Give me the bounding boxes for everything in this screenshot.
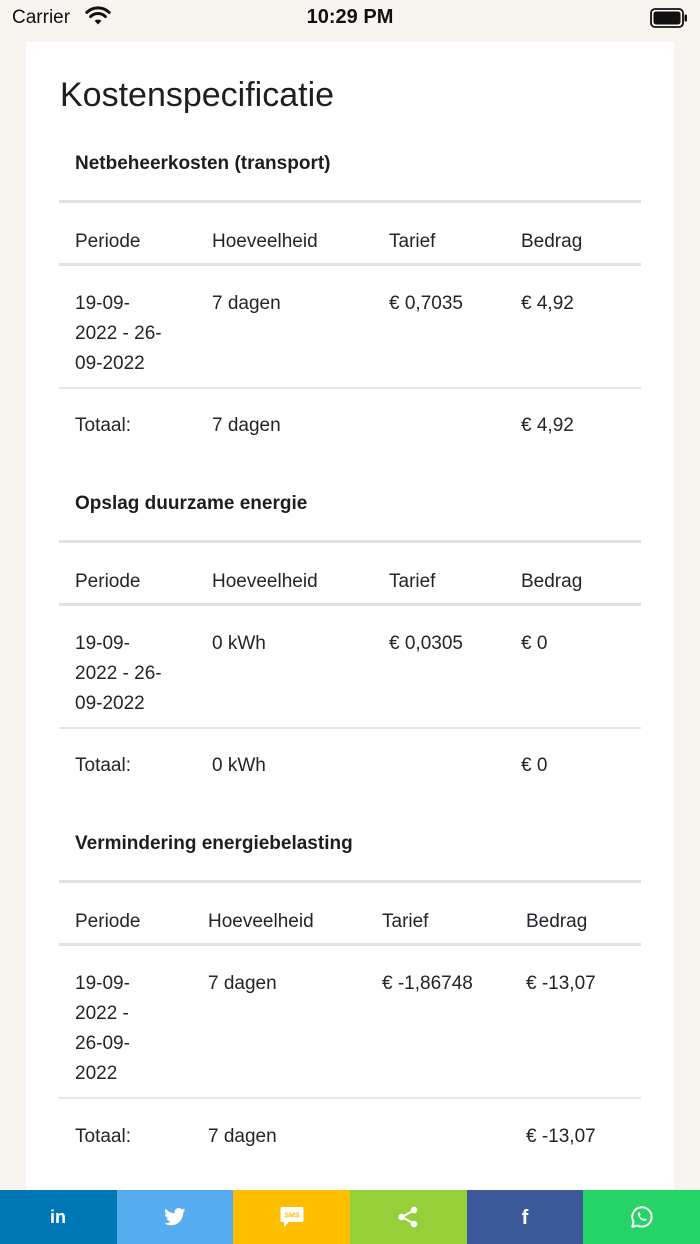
linkedin-share-button[interactable]	[0, 1190, 117, 1244]
header-periode: Periode	[75, 911, 141, 932]
row-periode-line: 09-2022	[75, 693, 145, 714]
header-tarief: Tarief	[389, 571, 436, 592]
row-hoeveelheid: 7 dagen	[208, 973, 277, 994]
table-top-rule	[59, 200, 641, 203]
carrier-label: Carrier	[12, 7, 71, 28]
linkedin-icon-label: in	[50, 1207, 67, 1227]
status-bar	[0, 0, 700, 36]
row-periode-line: 2022 -	[75, 1003, 129, 1024]
header-bedrag: Bedrag	[521, 231, 583, 252]
section-title: Netbeheerkosten (transport)	[75, 153, 331, 174]
row-periode-line: 19-09-	[75, 293, 130, 314]
header-bedrag: Bedrag	[521, 571, 583, 592]
row-periode-line: 09-2022	[75, 353, 145, 374]
whatsapp-share-button[interactable]	[583, 1190, 700, 1244]
header-rule	[59, 603, 641, 606]
generic-share-button[interactable]	[350, 1190, 467, 1244]
total-hoeveelheid: 7 dagen	[208, 1126, 277, 1147]
total-hoeveelheid: 7 dagen	[212, 415, 281, 436]
share-icon	[397, 1206, 419, 1228]
total-label: Totaal:	[75, 415, 131, 436]
row-hoeveelheid: 7 dagen	[212, 293, 281, 314]
facebook-share-button[interactable]	[467, 1190, 584, 1244]
header-periode: Periode	[75, 571, 141, 592]
row-periode-line: 2022	[75, 1063, 118, 1084]
row-periode-line: 19-09-	[75, 633, 130, 654]
header-tarief: Tarief	[389, 231, 436, 252]
page-title: Kostenspecificatie	[60, 76, 335, 114]
share-bar	[0, 1190, 700, 1244]
section-title: Vermindering energiebelasting	[75, 833, 353, 854]
row-bedrag: € 0	[521, 633, 548, 654]
sms-icon	[280, 1206, 304, 1228]
sms-icon-label: SMS	[284, 1212, 300, 1220]
row-periode-line: 2022 - 26-	[75, 663, 162, 684]
header-hoeveelheid: Hoeveelheid	[212, 571, 318, 592]
whatsapp-icon	[630, 1205, 654, 1229]
twitter-icon	[164, 1208, 186, 1226]
twitter-share-button[interactable]	[117, 1190, 234, 1244]
sms-share-button[interactable]	[233, 1190, 350, 1244]
total-bedrag: € 0	[521, 755, 548, 776]
table-top-rule	[59, 540, 641, 543]
battery-icon	[650, 8, 688, 33]
row-tarief: € 0,0305	[389, 633, 463, 654]
row-bedrag: € 4,92	[521, 293, 574, 314]
row-rule	[59, 387, 641, 389]
table-top-rule	[59, 880, 641, 883]
facebook-icon	[517, 1206, 533, 1228]
row-periode-line: 2022 - 26-	[75, 323, 162, 344]
total-bedrag: € 4,92	[521, 415, 574, 436]
total-label: Totaal:	[75, 1126, 131, 1147]
facebook-icon-label: f	[521, 1207, 529, 1228]
row-rule	[59, 1097, 641, 1099]
header-hoeveelheid: Hoeveelheid	[212, 231, 318, 252]
clock-time: 10:29 PM	[306, 6, 394, 28]
content-card	[26, 42, 674, 1190]
linkedin-icon	[47, 1207, 69, 1227]
row-tarief: € 0,7035	[389, 293, 463, 314]
header-hoeveelheid: Hoeveelheid	[208, 911, 314, 932]
header-rule	[59, 943, 641, 946]
row-periode-line: 26-09-	[75, 1033, 130, 1054]
header-tarief: Tarief	[382, 911, 429, 932]
total-bedrag: € -13,07	[526, 1126, 596, 1147]
header-periode: Periode	[75, 231, 141, 252]
total-hoeveelheid: 0 kWh	[212, 755, 266, 776]
header-bedrag: Bedrag	[526, 911, 588, 932]
row-hoeveelheid: 0 kWh	[212, 633, 266, 654]
header-rule	[59, 263, 641, 266]
row-periode-line: 19-09-	[75, 973, 130, 994]
row-rule	[59, 727, 641, 729]
total-label: Totaal:	[75, 755, 131, 776]
row-tarief: € -1,86748	[382, 973, 473, 994]
row-bedrag: € -13,07	[526, 973, 596, 994]
section-title: Opslag duurzame energie	[75, 493, 308, 514]
